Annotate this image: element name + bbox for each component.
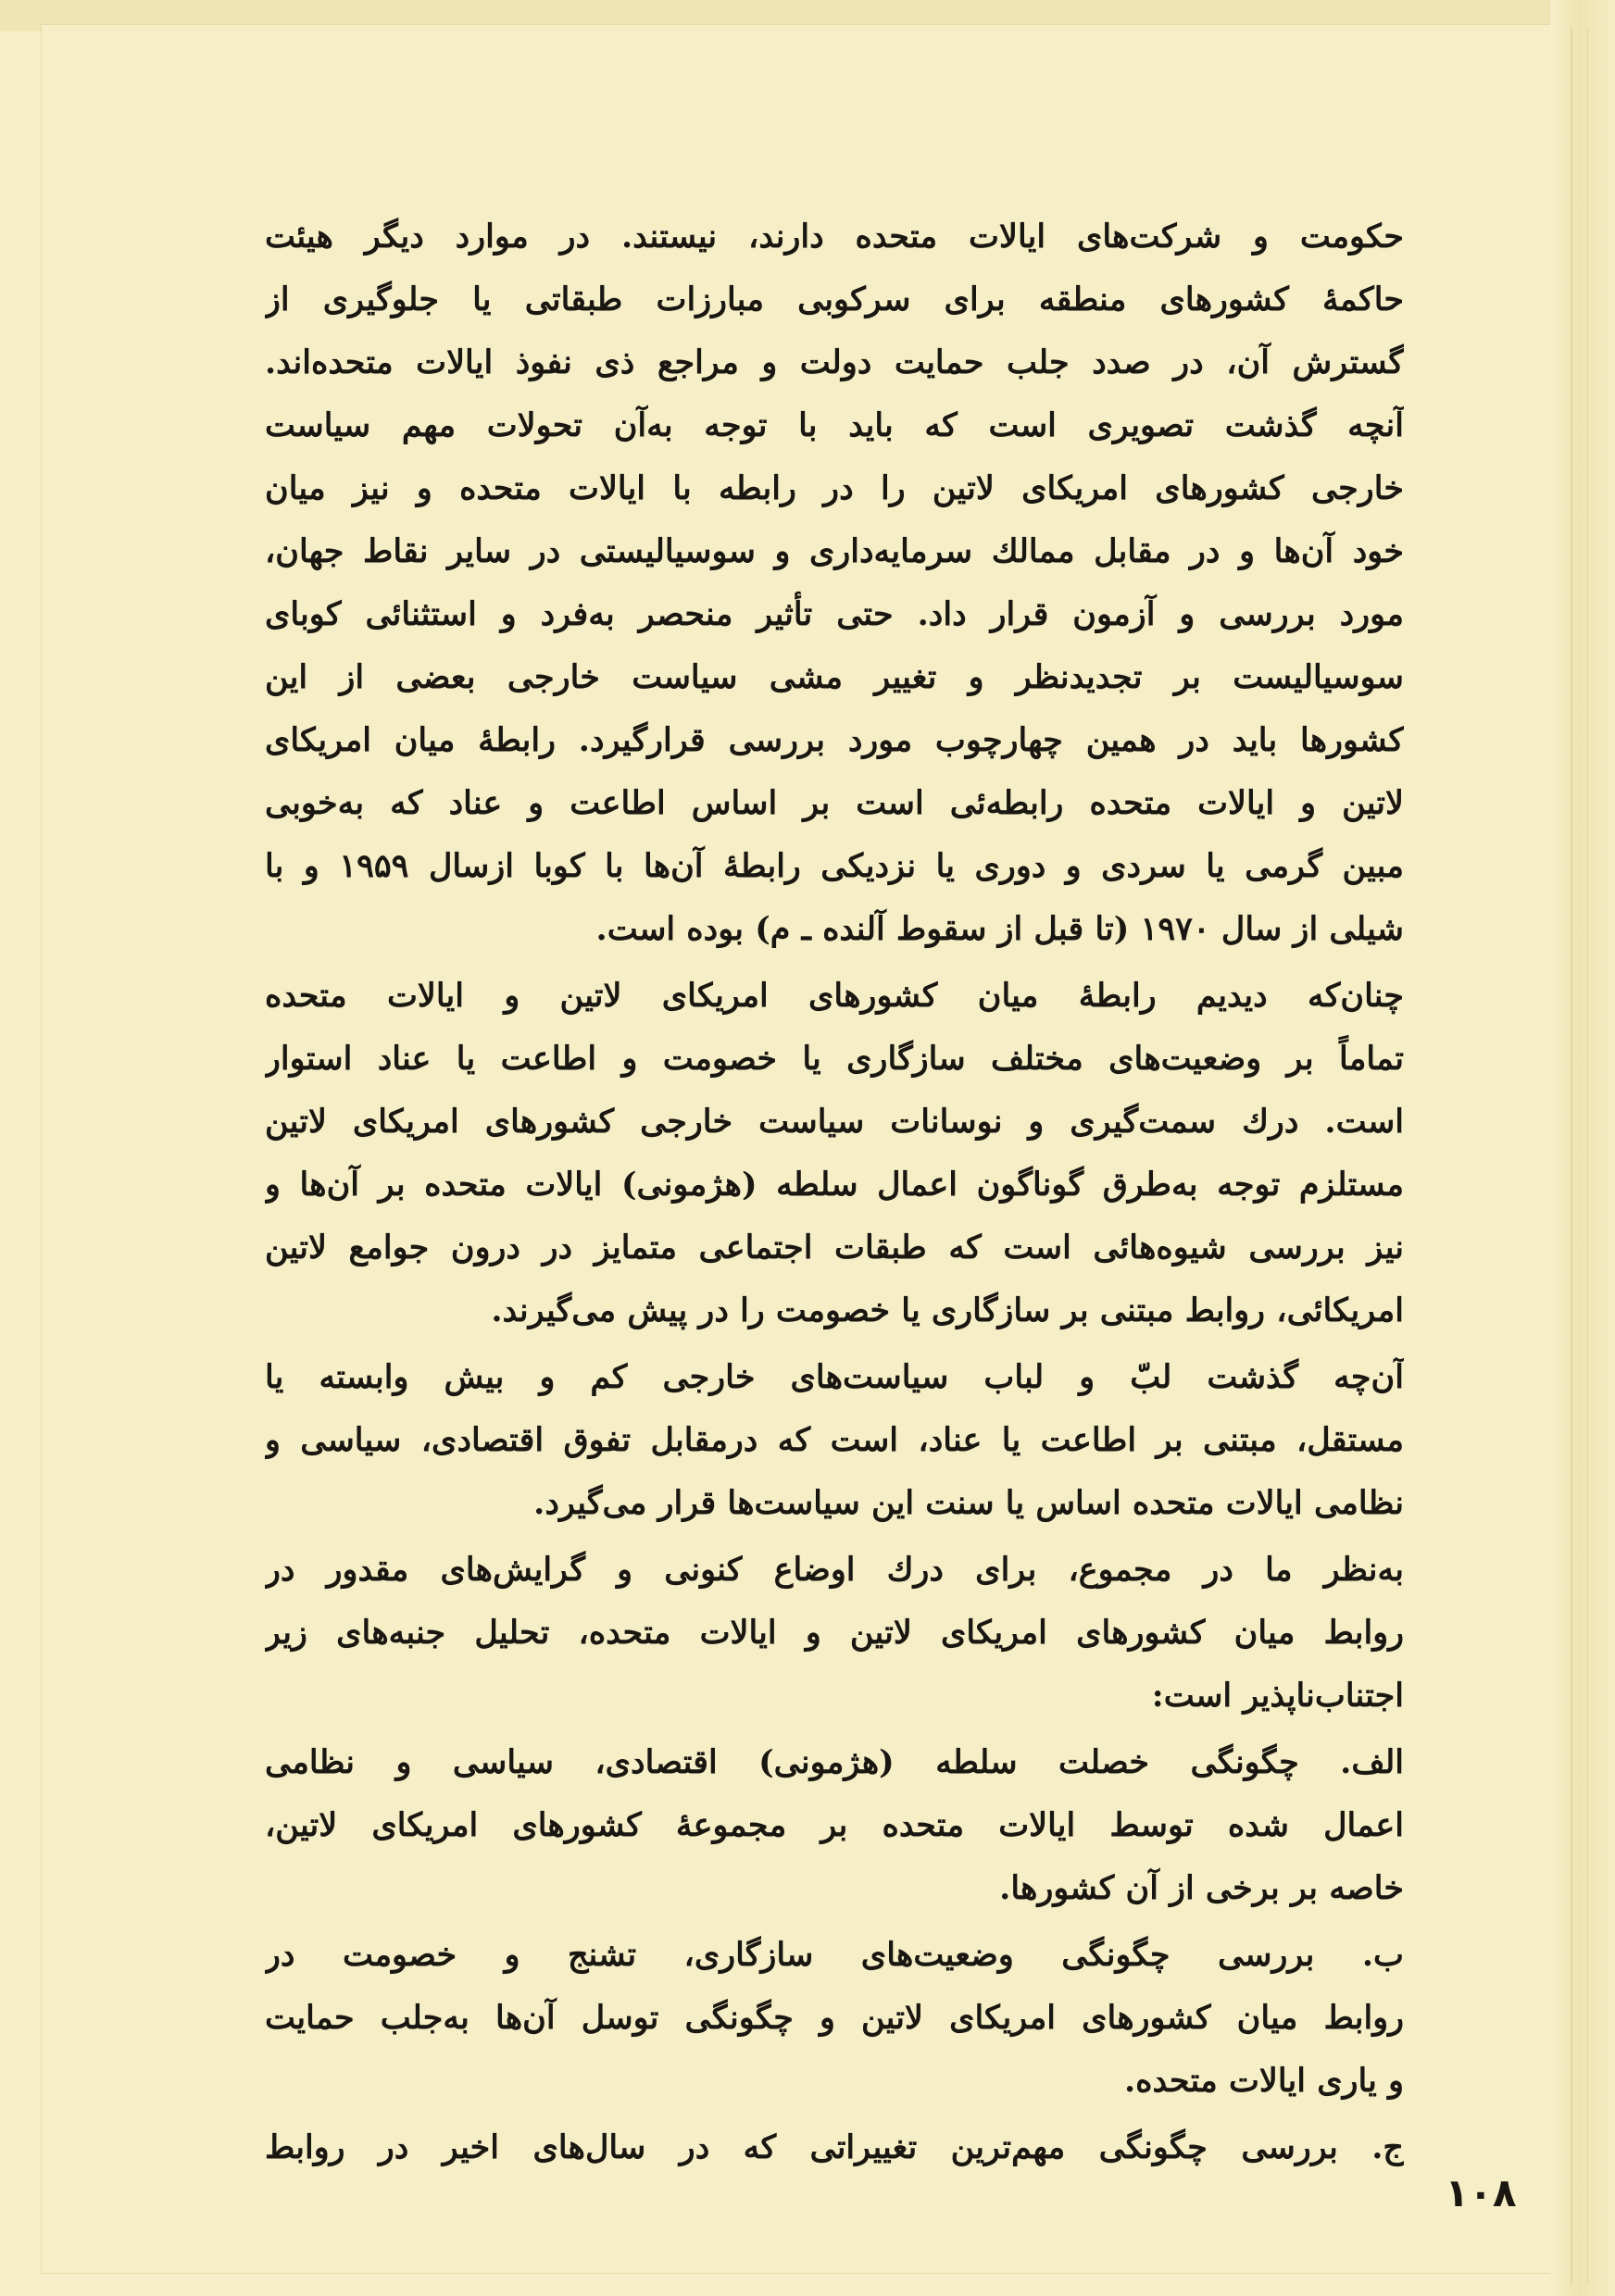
text-line: الف. چگونگی خصلت سلطه (هژمونی) اقتصادی، سیاسی و نظامی — [265, 1743, 1404, 1781]
text-line: امریکائی، روابط مبتنی بر سازگاری یا خصومت را در پیش می‌گیرند. — [491, 1292, 1404, 1329]
text-line: اعمال شده توسط ایالات متحده بر مجموعهٔ کشورهای امریکای لاتین، — [265, 1806, 1404, 1844]
text-line: شیلی از سال ۱۹۷۰ (تا قبل از سقوط آلنده ـ م) بوده است. — [595, 910, 1404, 948]
text-line: روابط میان کشورهای امریکای لاتین و چگونگی توسل آن‌ها به‌جلب حمایت — [265, 1999, 1404, 2037]
text-line: خود آن‌ها و در مقابل ممالك سرمایه‌داری و سوسیالیستی در سایر نقاط جهان، — [265, 532, 1404, 570]
text-line: آنچه گذشت تصویری است که باید با توجه به‌آن تحولات مهم سیاست — [265, 406, 1404, 444]
body-text — [265, 206, 1404, 2196]
text-line: خاصه بر برخی از آن کشورها. — [999, 1869, 1404, 1907]
text-line: گسترش آن، در صدد جلب حمایت دولت و مراجع ذی نفوذ ایالات متحده‌اند. — [265, 343, 1404, 381]
text-line: اجتناب‌ناپذیر است: — [1151, 1677, 1404, 1715]
text-line: است. درك سمت‌گیری و نوسانات سیاست خارجی کشورهای امریکای لاتین — [265, 1103, 1404, 1141]
text-line: ب. بررسی چگونگی وضعیت‌های سازگاری، تشنج و خصومت در — [265, 1936, 1404, 1974]
page-edge-shadow — [1550, 0, 1615, 2296]
text-line: حکومت و شرکت‌های ایالات متحده دارند، نیستند. در موارد دیگر هیئت — [265, 218, 1404, 256]
text-line: ج. بررسی چگونگی مهم‌ترین تغییراتی که در سال‌های اخیر در روابط — [265, 2128, 1404, 2166]
text-line: روابط میان کشورهای امریکای لاتین و ایالات متحده، تحلیل جنبه‌های زیر — [265, 1614, 1404, 1652]
text-line: خارجی کشورهای امریکای لاتین را در رابطه با ایالات متحده و نیز میان — [265, 469, 1404, 507]
text-line: نظامی ایالات متحده اساس یا سنت این سیاست‌ها قرار می‌گیرد. — [533, 1484, 1404, 1522]
text-line: حاکمهٔ کشورهای منطقه برای سرکوبی مبارزات طبقاتی یا جلوگیری از — [265, 281, 1404, 318]
page-number: ۱۰۸ — [1445, 2170, 1517, 2215]
text-line: و یاری ایالات متحده. — [1124, 2062, 1404, 2100]
text-line: کشورها باید در همین چهارچوب مورد بررسی قرارگیرد. رابطهٔ میان امریکای — [265, 721, 1404, 759]
text-line: نیز بررسی شیوه‌هائی است که طبقات اجتماعی متمایز در درون جوامع لاتین — [265, 1229, 1404, 1267]
text-line: مبین گرمی یا سردی و دوری یا نزدیکی رابطهٔ آن‌ها با کوبا ازسال ۱۹۵۹ و با — [265, 847, 1404, 885]
text-line: مستقل، مبتنی بر اطاعت یا عناد، است که درمقابل تفوق اقتصادی، سیاسی و — [265, 1421, 1404, 1459]
text-line: چنان‌که دیدیم رابطهٔ میان کشورهای امریکای لاتین و ایالات متحده — [265, 977, 1404, 1015]
text-line: لاتین و ایالات متحده رابطه‌ئی است بر اساس اطاعت و عناد که به‌خوبی — [265, 784, 1404, 822]
text-line: آن‌چه گذشت لبّ و لباب سیاست‌های خارجی کم و بیش وابسته یا — [265, 1358, 1404, 1396]
text-line: مورد بررسی و آزمون قرار داد. حتی تأثیر منحصر به‌فرد و استثنائی کوبای — [265, 595, 1404, 633]
text-line: سوسیالیست بر تجدیدنظر و تغییر مشی سیاست خارجی بعضی از این — [265, 658, 1404, 696]
text-line: تماماً بر وضعیت‌های مختلف سازگاری یا خصومت و اطاعت یا عناد استوار — [265, 1040, 1404, 1078]
text-line: مستلزم توجه به‌طرق گوناگون اعمال سلطه (هژمونی) ایالات متحده بر آن‌ها و — [265, 1166, 1404, 1204]
text-line: به‌نظر ما در مجموع، برای درك اوضاع کنونی و گرایش‌های مقدور در — [265, 1551, 1404, 1589]
